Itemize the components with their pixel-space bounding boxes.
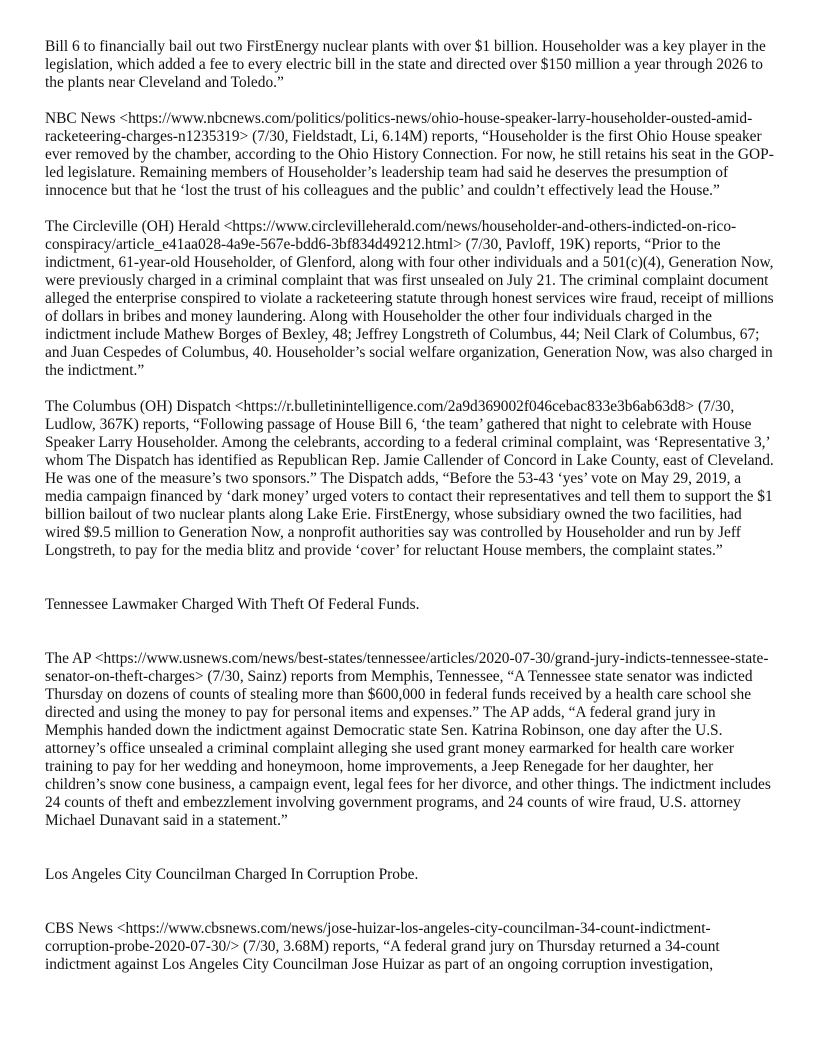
document-page — [45, 38, 774, 992]
section-spacer — [45, 848, 774, 866]
paragraph-circleville-herald: The Circleville (OH) Herald <https://www.circlevilleherald.com/news/householder-and-others-indicted-on-rico-conspiracy/article_e41aa028-4a9e-567e-bdd6-3bf834d49212.html> (7/30, Pavloff, 19K) reports, “Prior to the indictment, 61-year-old Householder, of Glenford, along with four other individuals and a 501(c)(4), Generation Now, were previously charged in a criminal complaint that was first unsealed on July 21. The criminal complaint document alleged the enterprise conspired to violate a racketeering statute through honest services wire fraud, receipt of millions of dollars in bribes and money laundering. Along with Householder the other four individuals charged in the indictment include Mathew Borges of Bexley, 48; Jeffrey Longstreth of Columbus, 44; Neil Clark of Columbus, 67; and Juan Cespedes of Columbus, 40. Householder’s social welfare organization, Generation Now, was also charged in the indictment.” — [45, 218, 774, 379]
section-spacer — [45, 614, 774, 650]
section-heading-tennessee: Tennessee Lawmaker Charged With Theft Of Federal Funds. — [45, 596, 420, 613]
section-heading-los-angeles: Los Angeles City Councilman Charged In Corruption Probe. — [45, 866, 419, 883]
paragraph-cbs-news: CBS News <https://www.cbsnews.com/news/jose-huizar-los-angeles-city-councilman-34-count-indictment-corruption-probe-2020-07-30/> (7/30, 3.68M) reports, “A federal grand jury on Thursday returned a 34-count indictment against Los Angeles City Councilman Jose Huizar as part of an ongoing corruption investigation, — [45, 920, 720, 973]
paragraph-columbus-dispatch: The Columbus (OH) Dispatch <https://r.bulletinintelligence.com/2a9d369002f046cebac833e3b6ab63d8> (7/30, Ludlow, 367K) reports, “Following passage of House Bill 6, ‘the team’ gathered that night to celebrate with House Speaker Larry Householder. Among the celebrants, according to a federal criminal complaint, was ‘Representative 3,’ whom The Dispatch has identified as Republican Rep. Jamie Callender of Concord in Lake County, east of Cleveland. He was one of the measure’s two sponsors.” The Dispatch adds, “Before the 53-43 ‘yes’ vote on May 29, 2019, a media campaign financed by ‘dark money’ urged voters to contact their representatives and tell them to support the $1 billion bailout of two nuclear plants along Lake Erie. FirstEnergy, whose subsidiary owned the two facilities, had wired $9.5 million to Generation Now, a nonprofit authorities say was controlled by Householder and run by Jeff Longstreth, to pay for the media blitz and provide ‘cover’ for reluctant House members, the complaint states.” — [45, 398, 774, 559]
paragraph-ap-tennessee: The AP <https://www.usnews.com/news/best-states/tennessee/articles/2020-07-30/grand-jury-indicts-tennessee-state-senator-on-theft-charges> (7/30, Sainz) reports from Memphis, Tennessee, “A Tennessee state senator was indicted Thursday on dozens of counts of stealing more than $600,000 in federal funds received by a health care school she directed and using the money to pay for personal items and expenses.” The AP adds, “A federal grand jury in Memphis handed down the indictment against Democratic state Sen. Katrina Robinson, one day after the U.S. attorney’s office unsealed a criminal complaint alleging she used grant money earmarked for health care worker training to pay for her wedding and honeymoon, home improvements, a Jeep Renegade for her daughter, her children’s snow cone business, a campaign event, legal fees for her divorce, and other things. The indictment includes 24 counts of theft and embezzlement involving government programs, and 24 counts of wire fraud, U.S. attorney Michael Dunavant said in a statement.” — [45, 650, 771, 829]
paragraph-householder-bill6: Bill 6 to financially bail out two FirstEnergy nuclear plants with over $1 billion. Householder was a key player in the legislation, which added a fee to every electric bill in the state and directed over $150 million a year through 2026 to the plants near Cleveland and Toledo.” — [45, 38, 766, 91]
section-spacer — [45, 578, 774, 596]
section-spacer — [45, 884, 774, 920]
paragraph-nbc-news: NBC News <https://www.nbcnews.com/politics/politics-news/ohio-house-speaker-larry-householder-ousted-amid-racketeering-charges-n1235319> (7/30, Fieldstadt, Li, 6.14M) reports, “Householder is the first Ohio House speaker ever removed by the chamber, according to the Ohio History Connection. For now, he still retains his seat in the GOP-led legislature. Remaining members of Householder’s leadership team had said he deserves the presumption of innocence but that he ‘lost the trust of his colleagues and the public’ and couldn’t effectively lead the House.” — [45, 110, 774, 199]
